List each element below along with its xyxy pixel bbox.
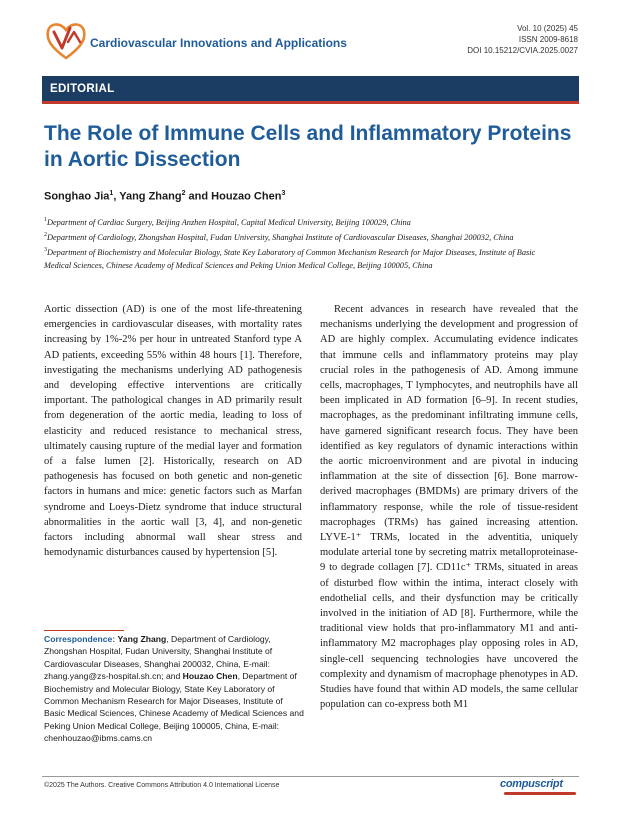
correspondence-note [44, 633, 306, 745]
author-name: Yang Zhang [119, 190, 182, 203]
cvia-heart-logo-icon [44, 18, 88, 62]
copyright-notice: ©2025 The Authors. Creative Commons Attribution 4.0 International License [44, 782, 280, 789]
correspondence-divider [44, 630, 124, 631]
body-paragraph: Recent advances in research have revealed that the mechanisms underlying the development and progression of AD are highly complex. Accumulating evidence indicates that immune cells and inflammatory proteins may play crucial roles in the pathogenesis of AD. Among immune cells, macrophages, T lymphocytes, and neutrophils have all been implicated in AD formation [6–9]. In recent studies, macrophages, as the predominant infiltrating immune cells, have garnered significant research focus. They have been identified as key regulators of dynamic interactions within the aortic microenvironment and are pivotal in inducing inflammation at the site of dissection [6]. Bone marrow-derived macrophages (BMDMs) are primary drivers of the inflammatory response, while the role of tissue-resident macrophages (TRMs) has gained increasing attention. LYVE-1⁺ TRMs, located in the adventitia, uniquely modulate arterial tone by secreting matrix metalloproteinase-9 to degrade collagen [7]. CD11c⁺ TRMs, situated in areas of disturbed flow within the intima, interact closely with endothelial cells, and their dysfunction may be critically involved in the initiation of AD [8]. Furthermore, while the traditional view holds that pro-inflammatory M1 and anti-inflammatory M2 macrophages play opposing roles in AD, single-cell sequencing technologies have uncovered the complexity and dynamism of macrophage phenotypes in AD. Studies have found that within AD models, the same cellular population can co-express both M1 [320, 304, 578, 711]
affiliation-sup: 1 [44, 217, 47, 223]
issn: ISSN 2009-8618 [518, 35, 578, 44]
publisher-swoosh-icon [504, 792, 576, 795]
author-name: Songhao Jia [44, 190, 110, 203]
affiliation-text: Department of Cardiology, Zhongshan Hospital, Fudan University, Shanghai Institute of Cardiovascular Diseases, Shanghai 200032, China [47, 232, 514, 242]
article-type-label: EDITORIAL [50, 83, 115, 95]
affiliation-sup: 3 [44, 246, 47, 253]
correspondence-details: , Department of Biochemistry and Molecular Biology, State Key Laboratory of Common Mechanism Research for Major Diseases, Institute of Basic Medical Sciences, Chinese Academy of Medical Sciences and Peking Union Medical College, Beijing 100005, China, E-mail: chenhouzao@ibms.cams.cn [44, 671, 304, 744]
correspondence-author: Yang Zhang [117, 634, 167, 644]
journal-name: Cardiovascular Innovations and Applications [90, 36, 347, 50]
author-affil-sup: 2 [181, 190, 186, 197]
author-separator: and [185, 190, 212, 203]
author-affil-sup: 1 [109, 190, 114, 197]
correspondence-author: Houzao Chen [182, 671, 238, 682]
author-list [44, 190, 285, 203]
article-type-banner [42, 76, 579, 104]
affiliation-sup: 2 [44, 231, 47, 238]
correspondence-details: , Department of Cardiology, Zhongshan Hospital, Fudan University, Shanghai Institute of Cardiovascular Diseases, Shanghai 200032, China, E-mail: zhang.yang@zs-hospital.sh.cn; and [44, 634, 273, 682]
author-affil-sup: 3 [281, 190, 286, 197]
article-title: The Role of Immune Cells and Inflammatory Proteins in Aortic Dissection [44, 122, 572, 171]
affiliations [44, 214, 564, 272]
affiliation [44, 244, 564, 272]
doi: DOI 10.15212/CVIA.2025.0027 [467, 46, 578, 55]
affiliation [44, 229, 564, 244]
compuscript-logo-icon: compuscript [500, 778, 563, 790]
author-name: Houzao Chen [211, 190, 282, 203]
body-column-right [320, 302, 578, 712]
volume-info: Vol. 10 (2025) 45 [517, 24, 578, 33]
footer-divider [42, 776, 579, 777]
correspondence-label: Correspondence: [44, 634, 116, 644]
body-paragraph: Aortic dissection (AD) is one of the most life-threatening emergencies in cardiovascular diseases, with mortality rates increasing by 1%-2% per hour in untreated Stanford type A AD patients, exceeding 55% within 48 hours [1]. Therefore, investigating the mechanisms underlying AD pathogenesis and developing effective interventions are critically important. The pathological changes in AD primarily result from degeneration of the aortic media, leading to loss of elasticity and reduced resistance to mechanical stress, ultimately causing rupture of the medial layer and formation of a false lumen [2]. Historically, research on AD pathogenesis has focused on both genetic and non-genetic factors in humans and mice: genetic factors such as Marfan syndrome and Loeys-Dietz syndrome that induce structural abnormalities in the aortic wall [3, 4], and non-genetic factors including abnormal wall shear stress and hemodynamic disturbances caused by hypertension [5]. [44, 304, 302, 559]
affiliation-text: Department of Cardiac Surgery, Beijing Anzhen Hospital, Capital Medical University, Beijing 100029, China [47, 217, 411, 227]
affiliation [44, 214, 564, 229]
article-meta [467, 23, 578, 56]
author-separator: , [113, 190, 120, 203]
body-column-left [44, 302, 302, 560]
affiliation-text: Department of Biochemistry and Molecular Biology, State Key Laboratory of Common Mechanism Research for Major Diseases, Institute of Basic Medical Sciences, Chinese Academy of Medical Sciences and Peking Union Medical College, Beijing 100005, China [44, 247, 536, 270]
